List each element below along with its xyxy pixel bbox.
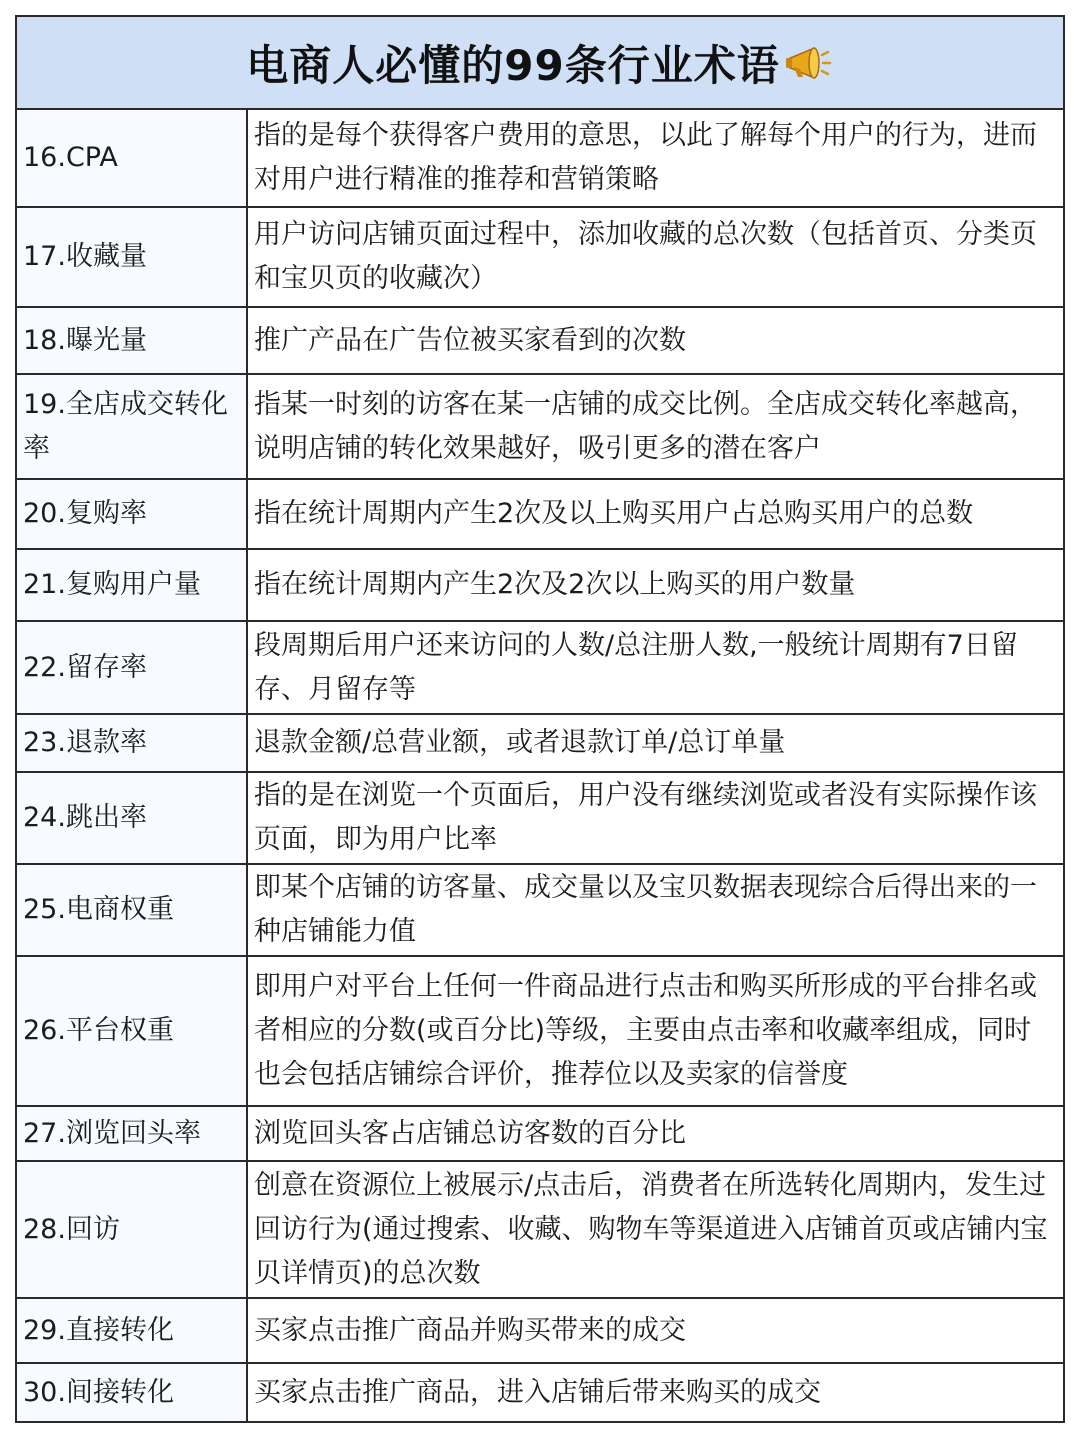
- definition-cell: 指在统计周期内产生2次及以上购买用户占总购买用户的总数: [247, 479, 1063, 549]
- table-row: [17, 110, 1063, 207]
- definition-cell: 段周期后用户还来访问的人数/总注册人数,一般统计周期有7日留存、月留存等: [247, 621, 1063, 714]
- definition-cell: 用户访问店铺页面过程中，添加收藏的总次数（包括首页、分类页和宝贝页的收藏次）: [247, 207, 1063, 307]
- definition-cell: 买家点击推广商品并购买带来的成交: [247, 1298, 1063, 1363]
- page-title: 电商人必懂的99条行业术语: [246, 40, 780, 90]
- definition-cell: 指的是每个获得客户费用的意思，以此了解每个用户的行为，进而对用户进行精准的推荐和营销策略: [254, 120, 1037, 195]
- term-cell: 17.收藏量: [17, 207, 247, 307]
- megaphone-icon: [784, 43, 834, 83]
- terms-sheet: [15, 15, 1065, 1423]
- table-row: [17, 621, 1063, 714]
- definition-cell: 买家点击推广商品，进入店铺后带来购买的成交: [247, 1363, 1063, 1421]
- term-cell: 20.复购率: [17, 479, 247, 549]
- term-cell: 29.直接转化: [17, 1298, 247, 1363]
- table-row: [17, 956, 1063, 1106]
- term-cell: 23.退款率: [17, 714, 247, 772]
- definition-cell: 创意在资源位上被展示/点击后，消费者在所选转化周期内，发生过回访行为(通过搜索、收藏、购物车等渠道进入店铺首页或店铺内宝贝详情页)的总次数: [247, 1161, 1063, 1298]
- definition-cell: 指在统计周期内产生2次及2次以上购买的用户数量: [247, 549, 1063, 621]
- term-cell: 19.全店成交转化率: [17, 374, 247, 479]
- title-bar: [17, 17, 1063, 110]
- table-row: [17, 772, 1063, 864]
- table-row: [17, 1298, 1063, 1363]
- definition-cell: 指的是在浏览一个页面后，用户没有继续浏览或者没有实际操作该页面，即为用户比率: [247, 772, 1063, 864]
- table-row: [17, 479, 1063, 549]
- definition-cell: 浏览回头客占店铺总访客数的百分比: [247, 1106, 1063, 1161]
- definition-cell: 即用户对平台上任何一件商品进行点击和购买所形成的平台排名或者相应的分数(或百分比)等级，主要由点击率和收藏率组成，同时也会包括店铺综合评价，推荐位以及卖家的信誉度: [247, 956, 1063, 1106]
- table-row: [17, 374, 1063, 479]
- term-cell: 28.回访: [17, 1161, 247, 1298]
- term-cell: 27.浏览回头率: [17, 1106, 247, 1161]
- table-row: [17, 1363, 1063, 1421]
- table-row: [17, 714, 1063, 772]
- term-cell: 30.间接转化: [17, 1363, 247, 1421]
- term-cell: 25.电商权重: [17, 864, 247, 956]
- definition-cell: 退款金额/总营业额，或者退款订单/总订单量: [247, 714, 1063, 772]
- table-row: [17, 1161, 1063, 1298]
- table-row: [17, 307, 1063, 374]
- term-cell: 26.平台权重: [17, 956, 247, 1106]
- term-cell: 22.留存率: [17, 621, 247, 714]
- table-row: [17, 864, 1063, 956]
- term-cell: 18.曝光量: [17, 307, 247, 374]
- definition-cell: 即某个店铺的访客量、成交量以及宝贝数据表现综合后得出来的一种店铺能力值: [247, 864, 1063, 956]
- terms-table: [17, 110, 1063, 1421]
- term-cell: 21.复购用户量: [17, 549, 247, 621]
- definition-cell: 指某一时刻的访客在某一店铺的成交比例。全店成交转化率越高，说明店铺的转化效果越好，吸引更多的潜在客户: [247, 374, 1063, 479]
- term-cell: 24.跳出率: [17, 772, 247, 864]
- table-row: [17, 207, 1063, 307]
- term-cell: 16.CPA: [17, 110, 247, 207]
- table-row: [17, 1106, 1063, 1161]
- definition-cell: 推广产品在广告位被买家看到的次数: [247, 307, 1063, 374]
- table-row: [17, 549, 1063, 621]
